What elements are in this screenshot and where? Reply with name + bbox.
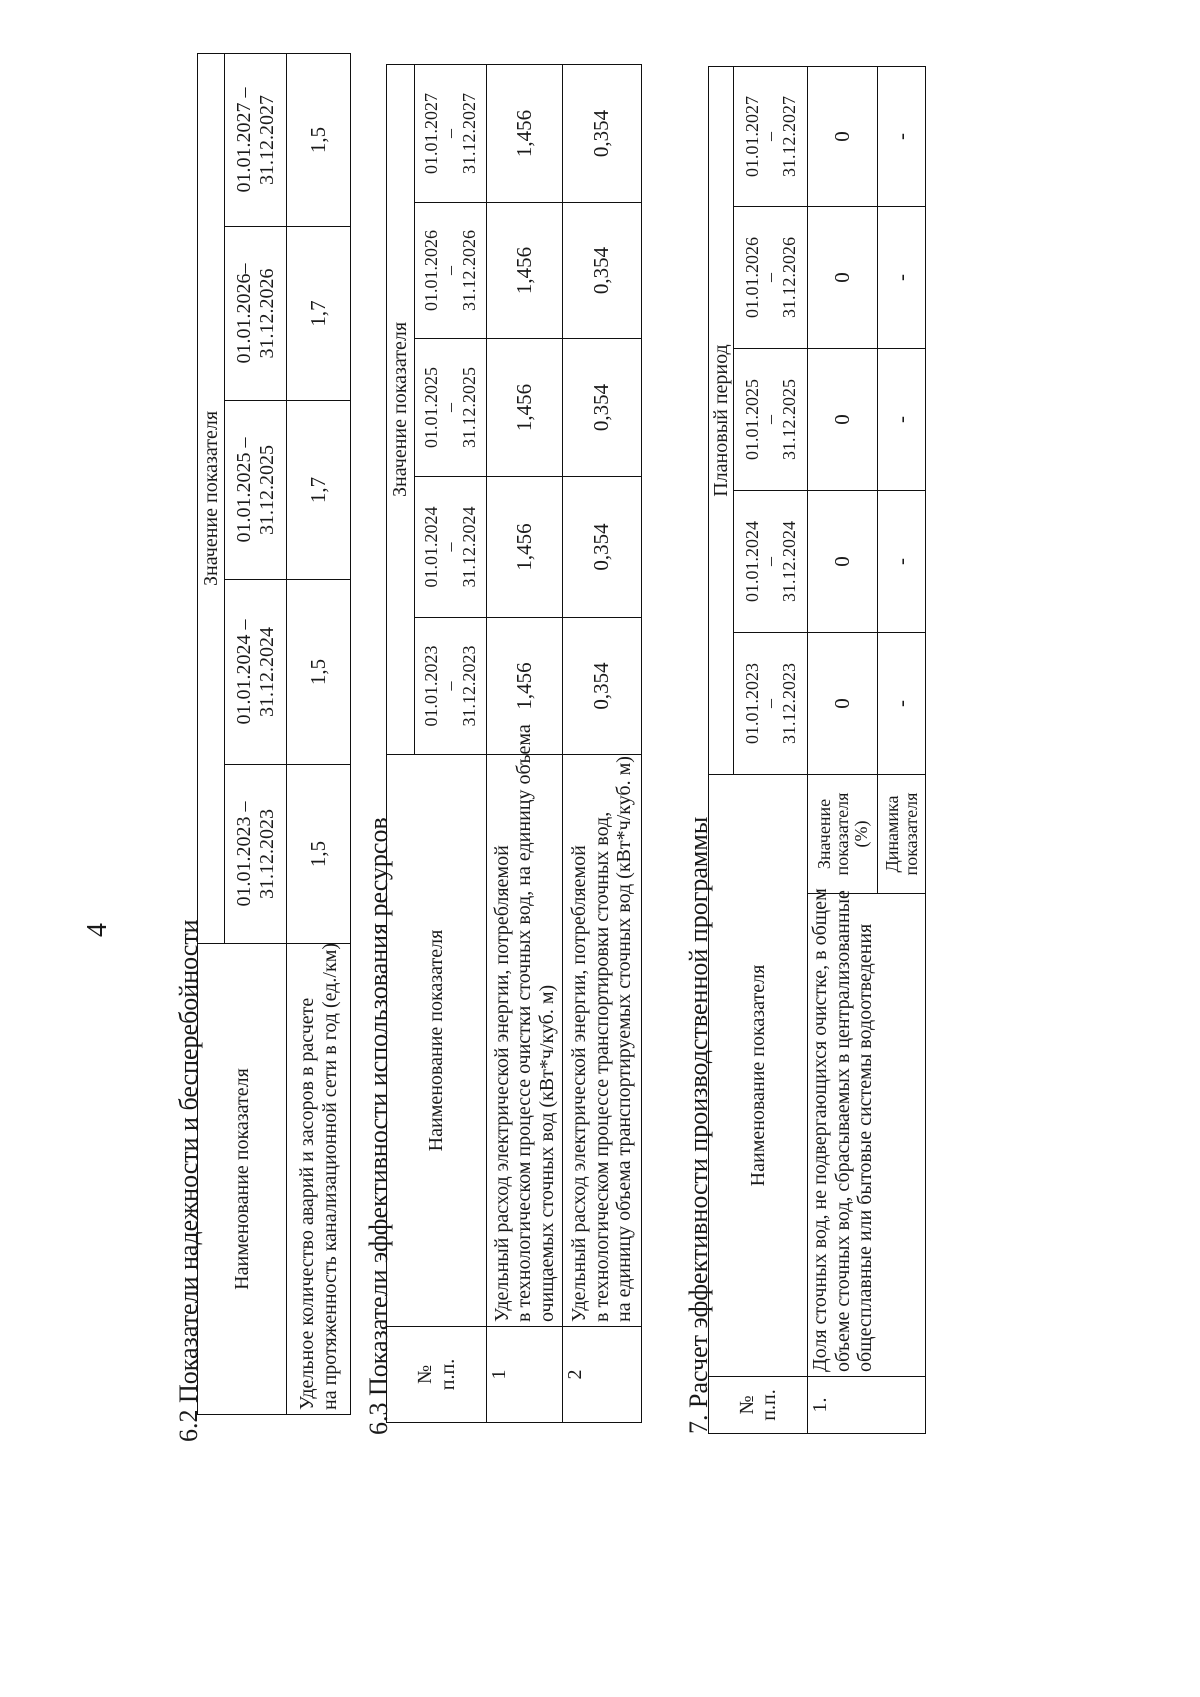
plan-period-header-cell: Плановый период bbox=[709, 67, 734, 775]
value-cell: 0,354 bbox=[563, 339, 642, 477]
period-header: 01.01.2027 – 31.12.2027 bbox=[734, 67, 808, 207]
value-cell: 1,456 bbox=[487, 339, 563, 477]
name-header-cell: Наименование показателя bbox=[198, 944, 287, 1415]
dynamics-cell: - bbox=[878, 491, 926, 633]
section-6-2-title: 6.2 Показатели надежности и бесперебойности bbox=[174, 919, 203, 1442]
value-cell: 1,456 bbox=[487, 618, 563, 755]
reliability-table bbox=[197, 53, 351, 1415]
value-cell: 1,5 bbox=[287, 53, 351, 226]
row-number-cell: 1. bbox=[808, 1377, 926, 1434]
period-header: 01.01.2024 – 31.12.2024 bbox=[415, 477, 487, 618]
dynamics-cell: - bbox=[878, 67, 926, 207]
value-cell: 1,456 bbox=[487, 203, 563, 339]
value-cell: 0,354 bbox=[563, 618, 642, 755]
name-header-cell: Наименование показателя bbox=[387, 755, 487, 1327]
value-cell: 1,7 bbox=[287, 401, 351, 580]
dynamics-cell: - bbox=[878, 633, 926, 775]
period-header: 01.01.2023 – 31.12.2023 bbox=[415, 618, 487, 755]
table-row bbox=[287, 53, 351, 1414]
period-header: 01.01.2026 – 31.12.2026 bbox=[415, 203, 487, 339]
section-7-title: 7. Расчет эффективности производственной программы bbox=[684, 816, 713, 1434]
value-cell: 0,354 bbox=[563, 477, 642, 618]
indicator-name-cell: Удельный расход электрической энергии, потребляемой в технологическом процессе очистки сточных вод, на единицу объема очищаемых сточных вод (кВт*ч/куб. м) bbox=[487, 755, 563, 1327]
value-cell: 0 bbox=[808, 349, 878, 491]
row-number-cell: 1 bbox=[487, 1327, 563, 1423]
period-header: 01.01.2023 – 31.12.2023 bbox=[734, 633, 808, 775]
period-header: 01.01.2026 – 31.12.2026 bbox=[734, 207, 808, 349]
period-header: 01.01.2023 – 31.12.2023 bbox=[225, 765, 287, 944]
period-header: 01.01.2024 – 31.12.2024 bbox=[225, 580, 287, 765]
indicator-value-label: Значение показателя (%) bbox=[808, 775, 878, 894]
table-row bbox=[808, 67, 878, 1434]
table-row bbox=[563, 64, 642, 1422]
value-cell: 1,5 bbox=[287, 580, 351, 765]
value-cell: 0,354 bbox=[563, 203, 642, 339]
num-header-cell: № п.п. bbox=[387, 1327, 487, 1423]
period-header: 01.01.2025 – 31.12.2025 bbox=[734, 349, 808, 491]
table-row bbox=[487, 64, 563, 1422]
num-header-cell: № п.п. bbox=[709, 1377, 808, 1434]
value-cell: 0 bbox=[808, 491, 878, 633]
indicator-name-cell: Удельное количество аварий и засоров в расчете на протяженность канализационной сети в год (ед./км) bbox=[287, 944, 351, 1415]
period-header: 01.01.2027 – 31.12.2027 bbox=[225, 53, 287, 226]
indicator-dynamics-label: Динамика показателя bbox=[878, 775, 926, 894]
program-efficiency-table bbox=[708, 66, 926, 1434]
value-cell: 1,7 bbox=[287, 227, 351, 401]
period-header: 01.01.2027 – 31.12.2027 bbox=[415, 64, 487, 202]
value-cell: 1,456 bbox=[487, 64, 563, 202]
value-cell: 0 bbox=[808, 207, 878, 349]
resource-efficiency-table bbox=[386, 64, 642, 1423]
indicator-name-cell: Доля сточных вод, не подвергающихся очистке, в общем объеме сточных вод, сбрасываемых в централизованные общесплавные или бытовые системы водоотведения bbox=[808, 894, 926, 1377]
dynamics-cell: - bbox=[878, 349, 926, 491]
value-header-cell: Значение показателя bbox=[198, 53, 225, 943]
name-header-cell: Наименование показателя bbox=[709, 775, 808, 1377]
page-number: 4 bbox=[82, 923, 113, 937]
value-cell: 1,5 bbox=[287, 765, 351, 944]
section-6-3-title: 6.3 Показатели эффективности использования ресурсов bbox=[364, 817, 393, 1435]
period-header: 01.01.2025 – 31.12.2025 bbox=[225, 401, 287, 580]
value-cell: 0 bbox=[808, 67, 878, 207]
period-header: 01.01.2025 – 31.12.2025 bbox=[415, 339, 487, 477]
value-header-cell: Значение показателя bbox=[387, 64, 415, 754]
value-cell: 0 bbox=[808, 633, 878, 775]
indicator-name-cell: Удельный расход электрической энергии, потребляемой в технологическом процессе транспортировки сточных вод, на единицу объема транспортируемых сточных вод (кВт*ч/куб. м) bbox=[563, 755, 642, 1327]
period-header: 01.01.2024 – 31.12.2024 bbox=[734, 491, 808, 633]
dynamics-cell: - bbox=[878, 207, 926, 349]
value-cell: 0,354 bbox=[563, 64, 642, 202]
value-cell: 1,456 bbox=[487, 477, 563, 618]
period-header: 01.01.2026– 31.12.2026 bbox=[225, 227, 287, 401]
row-number-cell: 2 bbox=[563, 1327, 642, 1423]
